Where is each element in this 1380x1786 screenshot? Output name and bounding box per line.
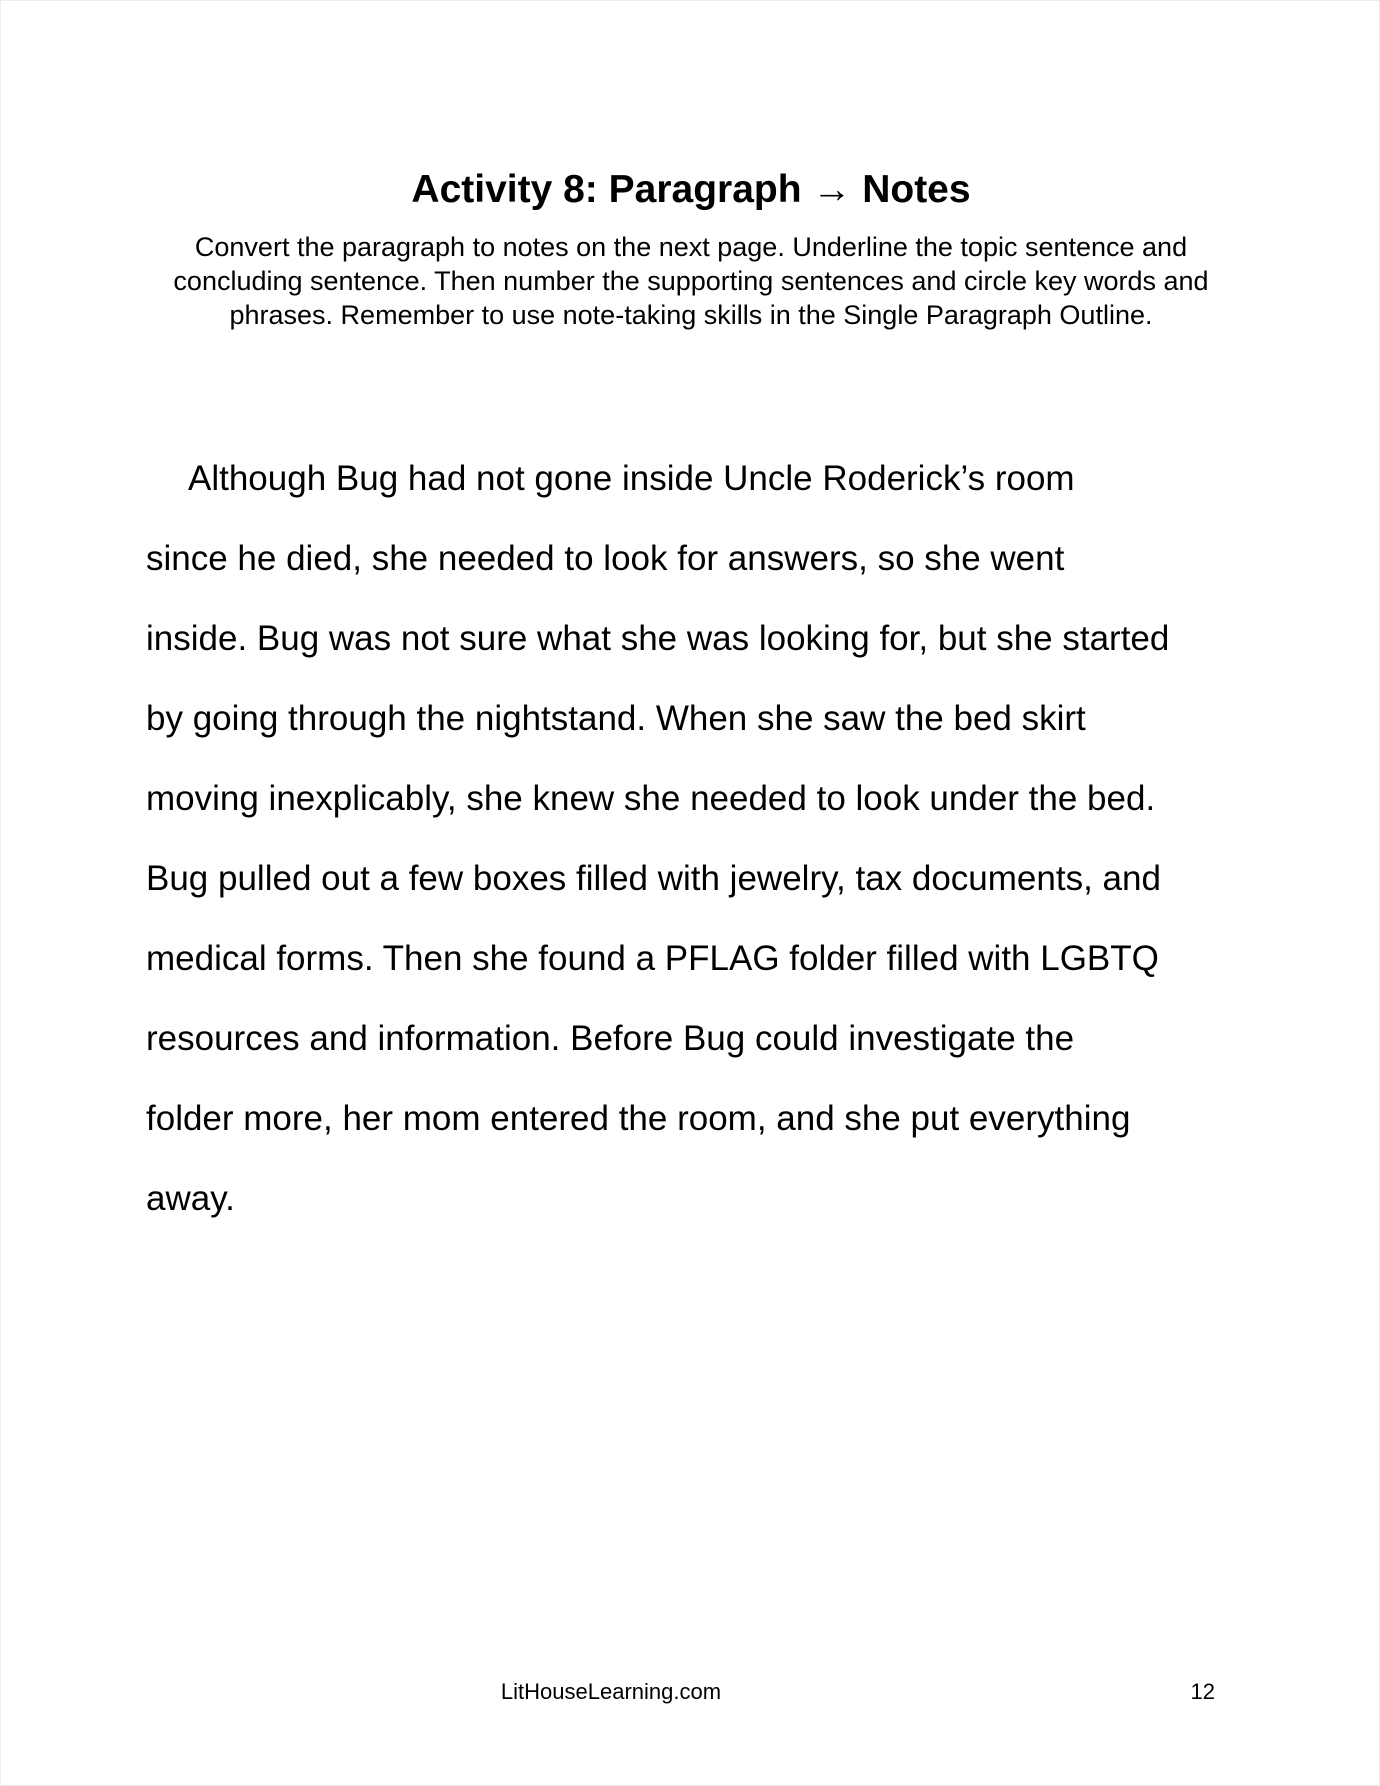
activity-title: Activity 8: Paragraph → Notes xyxy=(411,168,971,211)
paragraph-line: medical forms. Then she found a PFLAG folder filled with LGBTQ xyxy=(146,939,1159,978)
footer-website-label: LitHouseLearning.com xyxy=(500,1679,722,1704)
paragraph-line: by going through the nightstand. When she saw the bed skirt xyxy=(146,699,1086,738)
paragraph-line: away. xyxy=(146,1179,235,1218)
paragraph-line: resources and information. Before Bug could investigate the xyxy=(146,1019,1075,1058)
footer-page-number: 12 xyxy=(1190,1679,1215,1704)
story-paragraph xyxy=(146,439,1246,1239)
activity-instructions: Convert the paragraph to notes on the next page. Underline the topic sentence and concluding sentence. Then number the supporting sentences and circle key words and phrases. Remember to use note-taking skills in the Single Paragraph Outline. xyxy=(173,232,1209,330)
paragraph-line: folder more, her mom entered the room, and she put everything xyxy=(146,1099,1131,1138)
paragraph-line: Although Bug had not gone inside Uncle Roderick’s room xyxy=(188,459,1075,498)
paragraph-line: inside. Bug was not sure what she was looking for, but she started xyxy=(146,619,1170,658)
paragraph-line: moving inexplicably, she knew she needed to look under the bed. xyxy=(146,779,1156,818)
paragraph-line: since he died, she needed to look for answers, so she went xyxy=(146,539,1065,578)
paragraph-line: Bug pulled out a few boxes filled with jewelry, tax documents, and xyxy=(146,859,1161,898)
